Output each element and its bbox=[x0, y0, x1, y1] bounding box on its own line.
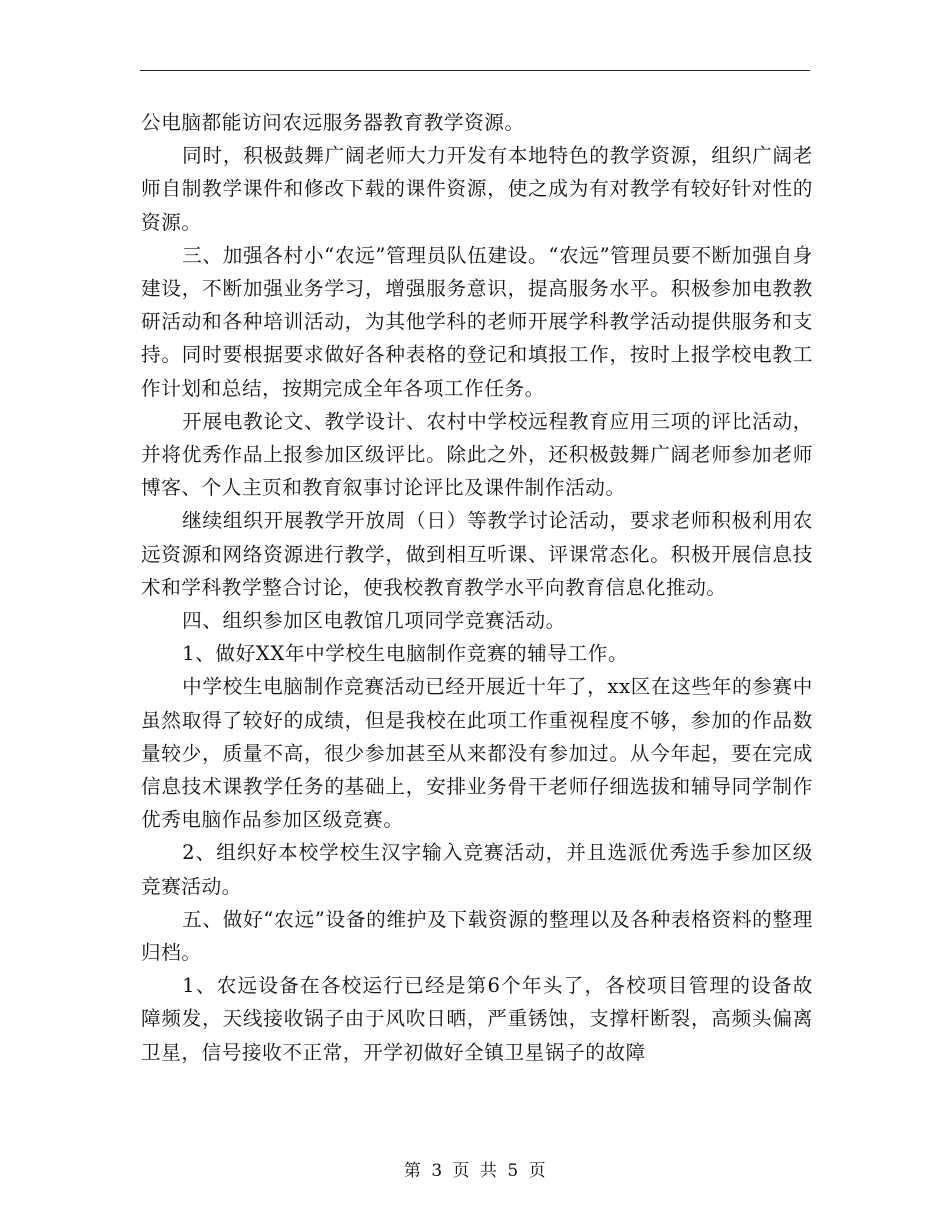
page-number-footer: 第 3 页 共 5 页 bbox=[403, 1161, 547, 1181]
paragraph: 同时，积极鼓舞广阔老师大力开发有本地特色的教学资源，组织广阔老师自制教学课件和修改下载的课件资源，使之成为有对教学有较好针对性的资源。 bbox=[141, 144, 813, 234]
paragraph: 中学校生电脑制作竞赛活动已经开展近十年了，xx区在这些年的参赛中虽然取得了较好的成绩，但是我校在此项工作重视程度不够，参加的作品数量较少，质量不高，很少参加甚至从来都没有参加过。从今年起，要在完成信息技术课教学任务的基础上，安排业务骨干老师仔细选拔和辅导同学制作优秀电脑作品参加区级竞赛。 bbox=[141, 675, 813, 832]
paragraph-continuation: 公电脑都能访问农远服务器教育教学资源。 bbox=[141, 111, 525, 134]
section-heading-5: 五、做好“农远”设备的维护及下载资源的整理以及各种表格资料的整理归档。 bbox=[141, 907, 813, 965]
list-item: 2、组织好本校学校生汉字输入竞赛活动，并且选派优秀选手参加区级竞赛活动。 bbox=[141, 841, 813, 898]
section-heading-3: 三、加强各村小“农远”管理员队伍建设。“农远”管理员要不断加强自身建设，不断加强业务学习，增强服务意识，提高服务水平。积极参加电教教研活动和各种培训活动，为其他学科的老师开展学科教学活动提供服务和支持。同时要根据要求做好各种表格的登记和填报工作，按时上报学校电教工作计划和总结，按期完成全年各项工作任务。 bbox=[141, 243, 813, 400]
section-heading-4: 四、组织参加区电教馆几项同学竞赛活动。 bbox=[182, 609, 566, 633]
document-body bbox=[141, 106, 813, 1069]
list-item: 1、做好XX年中学校生电脑制作竞赛的辅导工作。 bbox=[182, 642, 629, 666]
paragraph: 继续组织开展教学开放周（日）等教学讨论活动，要求老师积极利用农远资源和网络资源进行教学，做到相互听课、评课常态化。积极开展信息技术和学科教学整合讨论，使我校教育教学水平向教育信息化推动。 bbox=[141, 509, 813, 599]
header-rule bbox=[140, 70, 810, 71]
paragraph: 开展电教论文、教学设计、农村中学校远程教育应用三项的评比活动，并将优秀作品上报参加区级评比。除此之外，还积极鼓舞广阔老师参加老师博客、个人主页和教育叙事讨论评比及课件制作活动。 bbox=[141, 409, 813, 500]
list-item: 1、农远设备在各校运行已经是第6个年头了，各校项目管理的设备故障频发，天线接收锅子由于风吹日晒，严重锈蚀，支撑杆断裂，高频头偏离卫星，信号接收不正常，开学初做好全镇卫星锅子的故障 bbox=[141, 974, 813, 1064]
